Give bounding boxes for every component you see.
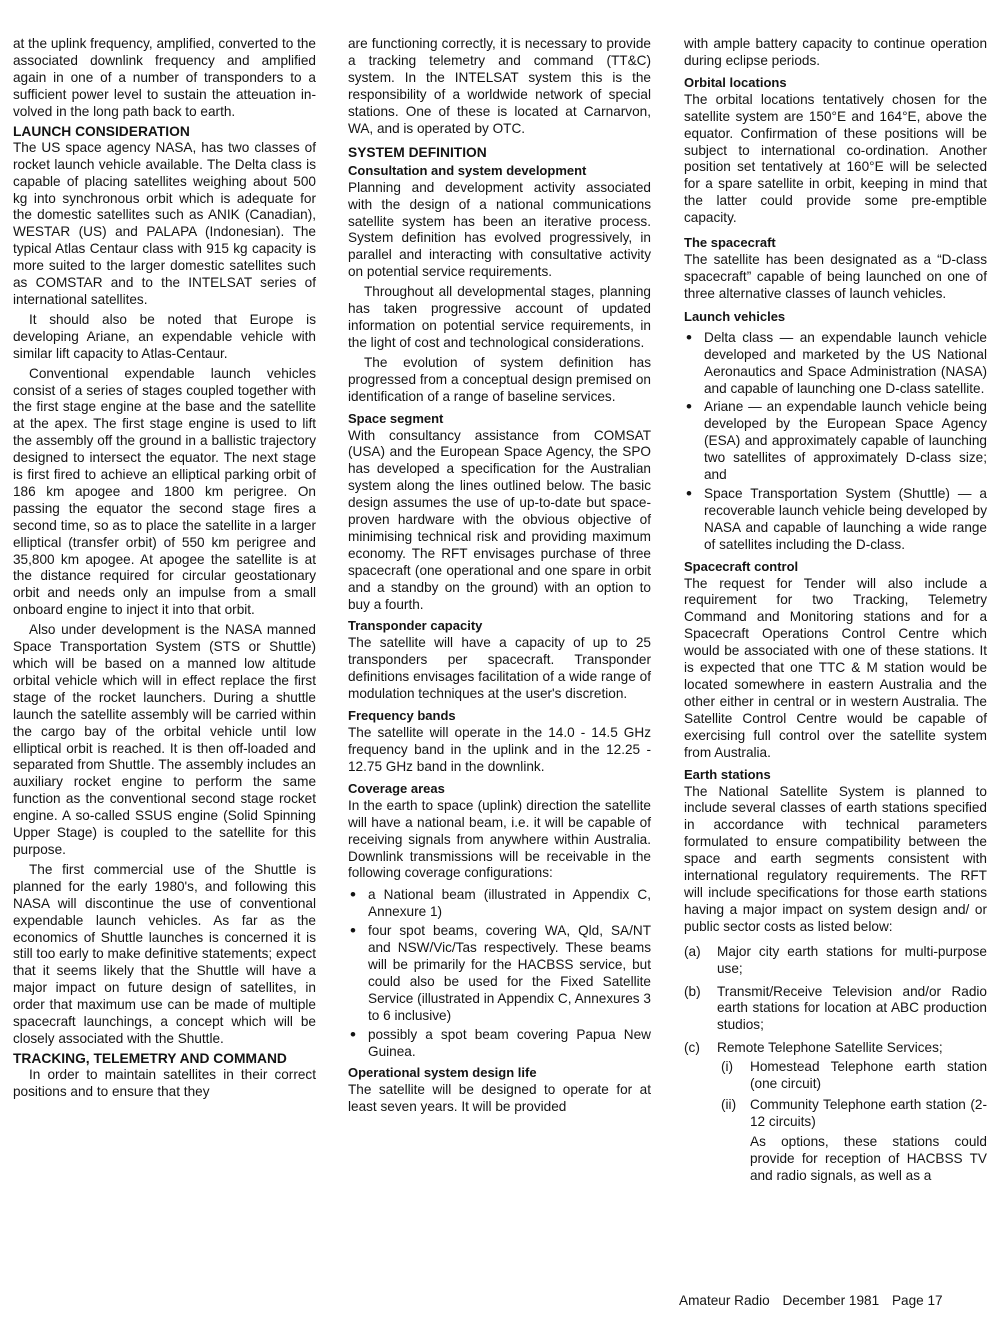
heading-launch-consideration: LAUNCH CONSIDERATION (13, 123, 190, 139)
subheading-coverage-areas: Coverage areas (348, 780, 445, 796)
paragraph-ttc-system: are functioning correctly, it is necessary to provide a tracking telemetry and command (TT&C) system. In the INTELSAT system this is the responsibility of a worldwide network of special stations. One of these is located at Carnarvon, WA, and is operated by OTC. (348, 36, 651, 136)
paragraph-europe-ariane: It should also be noted that Europe is developing Ariane, an expendable vehicle with similar lift capacity to Atlas-Centaur. (13, 311, 316, 361)
column-2 (348, 36, 651, 1116)
earth-station-list (684, 944, 987, 1185)
subheading-orbital-locations: Orbital locations (684, 74, 787, 90)
paragraph-conventional-vehicles: Conventional expendable launch vehicles consist of a series of stages coupled together with the first stage engine at the base and the satellite at the apex. The first stage engine is used to lift the assembly off the ground in a ballistic trajectory designed to intersect the equator. The next stage is first fired to achieve an elliptical parking orbit of 186 km apogee and 1800 km perigree. On passing the equator the second stage fires a second time, so as to place the satellite in a larger elliptical (transfer orbit) of 550 km perigree and 35,800 km apogee. At apogee the satellite is at the distance required for circular geostationary orbit and needs only an impulse from a small onboard engine to inject it into that orbit. (13, 365, 316, 618)
list-item-text: Community Telephone earth station (2-12 circuits) (750, 1096, 987, 1129)
list-item (717, 1059, 987, 1093)
paragraph-coverage: In the earth to space (uplink) direction the satellite will have a national beam, i.e. it will be capable of receiving signals from anywhere within Australia. Downlink transmissions will be receivable in the following coverage configurations: (348, 797, 651, 881)
paragraph-evolution: The evolution of system definition has progressed from a conceptual design premised on identification of a range of baseline services. (348, 354, 651, 404)
paragraph-earth-stations: The National Satellite System is planned to include several classes of earth stations specified in accordance with technical parameters formulated to ensure compatibility between the space and earth segments consistent with international regulatory requirements. The RFT will include specifications for those earth stations having a major impact on system design and/ or public sector costs as listed below: (684, 783, 987, 934)
list-item (684, 944, 987, 978)
subheading-spacecraft: The spacecraft (684, 235, 776, 251)
list-marker: (b) (684, 983, 701, 999)
paragraph-frequency: The satellite will operate in the 14.0 - 14.5 GHz frequency band in the uplink and in the 12.25 - 12.75 GHz band in the downlink. (348, 725, 651, 774)
coverage-list (348, 887, 651, 1060)
paragraph-planning: Planning and development activity associated with the design of a national communications satellite system has been an iterative process. System definition has evolved progressively, in parallel and interacting with consultative activity on potential service requirements. (348, 179, 651, 280)
list-item: • four spot beams, covering WA, Qld, SA/NT and NSW/Vic/Tas respectively. These beams will be primarily for the HACBSS service, but could also be used for the Fixed Satellite Service (illustrated in Appendix C, Annexures 3 to 6 inclusive) (348, 923, 651, 1024)
paragraph-first-commercial-use: The first commercial use of the Shuttle is planned for the early 1980's, and following this NASA will discontinue the use of conventional expendable launch vehicles. As far as the economics of Shuttle launches is concerned it is still too early to make definitive statements; expect that it seems likely that the Shuttle will have a major impact on future design of satellites, in order that maximum use can be made of multiple spacecraft launchings, a concept which will be closely associated with the Shuttle. (13, 861, 316, 1046)
subheading-space-segment: Space segment (348, 410, 444, 426)
list-item-text: Homestead Telephone earth station (one circuit) (750, 1059, 987, 1092)
paragraph-design-life: The satellite will be designed to operate for at least seven years. It will be provided (348, 1082, 651, 1115)
page-number: Page 17 (891, 1293, 943, 1308)
list-item-text: Major city earth stations for multi-purpose use; (717, 943, 987, 976)
list-item-text: Remote Telephone Satellite Services; (717, 1040, 943, 1056)
paragraph-options: As options, these stations could provide for reception of HACBSS TV and radio signals, as well as a (750, 1133, 987, 1183)
list-item: • Delta class — an expendable launch vehicle developed and marketed by the US National Aeronautics and Space Administration (NASA) and capable of launching one D-class satellite. (684, 330, 987, 398)
paragraph-maintain-satellites: In order to maintain satellites in their correct positions and to ensure that they (13, 1067, 316, 1100)
subheading-design-life: Operational system design life (348, 1065, 537, 1081)
subheading-transponder-capacity: Transponder capacity (348, 618, 483, 634)
launch-vehicle-list (684, 330, 987, 554)
subheading-frequency-bands: Frequency bands (348, 708, 456, 724)
list-item: • a National beam (illustrated in Appendix C, Annexure 1) (348, 887, 651, 921)
paragraph-transponder: The satellite will have a capacity of up to 25 transponders per spacecraft. Transponder definitions envisages facilitation of a wide range of modulation techniques at the user's discretion. (348, 635, 651, 702)
list-item-text: Transmit/Receive Television and/or Radio earth stations for location at ABC production studios; (717, 983, 987, 1033)
paragraph-control: The request for Tender will also include a requirement for two Tracking, Telemetry Command and Monitoring stations and for a Spacecraft Operations Control Centre which would be associated with one of these stations. It is expected that one TTC & M station would be located somewhere in eastern Australia and the other either in central or in western Australia. The Satellite Control Centre would be capable of exercising full control over the satellite system from Australia. (684, 575, 987, 760)
subheading-launch-vehicles: Launch vehicles (684, 308, 786, 324)
paragraph-nasa-launch: The US space agency NASA, has two classes of rocket launch vehicle available. The Delta class is capable of placing satellites weighing about 500 kg into synchronous orbit which is adequate for the domestic satellites such as ANIK (Canadian), WESTAR (US) and PALAPA (Indonesian). The typical Atlas Centaur class with 915 kg capacity is more suited to the larger domestic satellites such as COMSTAR and to the INTELSAT series of international satellites. (13, 139, 316, 307)
list-item (684, 1040, 987, 1184)
paragraph-throughout: Throughout all developmental stages, planning has taken progressive account of updated information on potential service requirements, in the light of cost and technological considerations. (348, 284, 651, 350)
paragraph-uplink: at the uplink frequency, amplified, converted to the associated downlink frequency and amplified again in one of a number of transponders to a sufficient power level to sustain the atteuation involved in the long path back to earth. (13, 36, 316, 119)
column-3 (684, 36, 987, 1190)
list-item (684, 984, 987, 1035)
list-marker: (ii) (721, 1096, 737, 1112)
issue-date: December 1981 (782, 1293, 880, 1308)
list-item: • Ariane — an expendable launch vehicle being developed by the European Space Agency (ESA) and approximately capable of launching two satellites of approximately D-class size; and (684, 399, 987, 484)
paragraph-spacecraft: The satellite has been designated as a “D-class spacecraft” capable of being launched on one of three alternative classes of launch vehicles. (684, 252, 987, 301)
paragraph-comsat: With consultancy assistance from COMSAT (USA) and the European Space Agency, the SPO has developed a specification for the Australian system along the lines outlined below. The basic design assumes the use of up-to-date but space-proven hardware with the obvious objective of minimising technical risk and providing maximum economy. The RFT envisages purchase of three spacecraft (one operational and one spare in orbit and a standby on the ground) with an option to buy a fourth. (348, 427, 651, 612)
subheading-spacecraft-control: Spacecraft control (684, 558, 799, 574)
paragraph-sts-shuttle: Also under development is the NASA manned Space Transportation System (STS or Shuttle) which will be based on a manned low altitude orbital vehicle which will in effect replace the first stage of the rocket launchers. During a shuttle launch the satellite assembly will be carried within the cargo bay of the orbital vehicle until low elliptical orbit is reached. It is then off-loaded and separated from Shuttle. The assembly includes an auxiliary rocket engine to perform the same function as the conventional second stage rocket engine. A so-called SSUS engine (Solid Spinning Upper Stage) is coupled to the satellite for this purpose. (13, 622, 316, 857)
subheading-earth-stations: Earth stations (684, 766, 771, 782)
heading-tracking-telemetry: TRACKING, TELEMETRY AND COMMAND (13, 1050, 287, 1066)
heading-system-definition: SYSTEM DEFINITION (348, 145, 487, 161)
publication-name: Amateur Radio (679, 1293, 770, 1308)
page-footer (679, 1293, 989, 1308)
subheading-consultation: Consultation and system development (348, 162, 587, 178)
list-item: • possibly a spot beam covering Papua New Guinea. (348, 1027, 651, 1061)
list-marker: (i) (721, 1059, 734, 1075)
column-1 (13, 36, 316, 1101)
list-item: • Space Transportation System (Shuttle) — a recoverable launch vehicle being developed by NASA and capable of launching a wide range of satellites including the D-class. (684, 486, 987, 554)
remote-telephone-list (717, 1059, 987, 1184)
paragraph-battery: with ample battery capacity to continue operation during eclipse periods. (684, 36, 987, 68)
paragraph-orbital: The orbital locations tentatively chosen for the satellite system are 150°E and 164°E, above the equator. Confirmation of these positions will be subject to international co-ordination. Another position set tentatively at 160°E will be selected for a spare satellite in orbit, keeping in mind that the latter could provide some pre-emptible capacity. (684, 91, 987, 226)
list-marker: (c) (684, 1040, 700, 1056)
list-item (717, 1097, 987, 1185)
list-marker: (a) (684, 943, 701, 959)
